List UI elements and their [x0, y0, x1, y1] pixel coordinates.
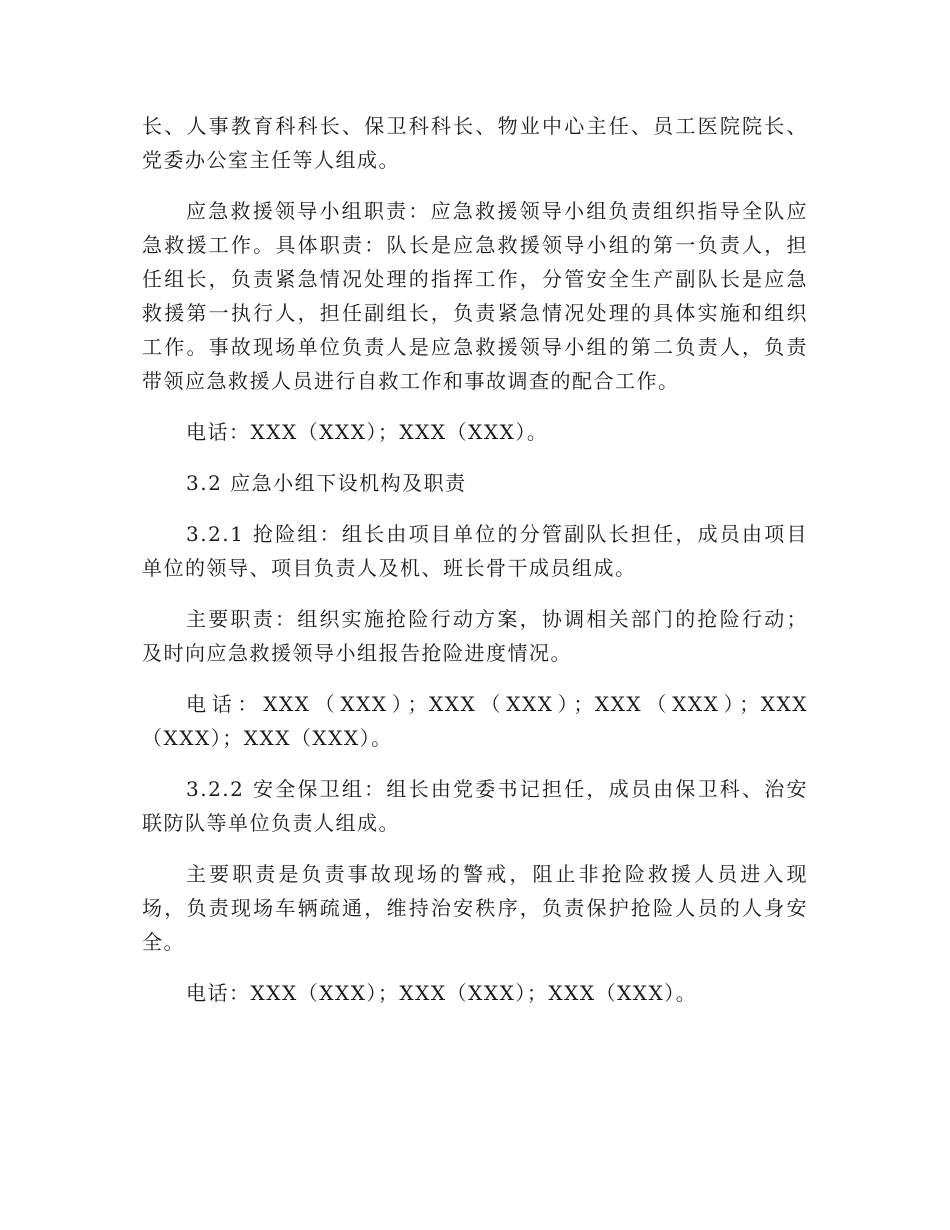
- paragraph-phone-leadership: 电话：XXX（XXX）；XXX（XXX）。: [186, 420, 549, 444]
- paragraph-rescue-duties: 主要职责：组织实施抢险行动方案，协调相关部门的抢险行动；及时向应急救援领导小组报告抢险进度情况。: [142, 607, 808, 665]
- section-heading-3-2: 3.2 应急小组下设机构及职责: [186, 471, 467, 495]
- paragraph-phone-rescue: 电话：XXX（XXX）；XXX（XXX）；XXX（XXX）；XXX（XXX）；XXX（XXX）。: [142, 692, 808, 750]
- paragraph-phone-security: 电话：XXX（XXX）；XXX（XXX）；XXX（XXX）。: [186, 981, 698, 1005]
- paragraph-leadership-duties: 应急救援领导小组职责：应急救援领导小组负责组织指导全队应急救援工作。具体职责：队长是应急救援领导小组的第一负责人，担任组长，负责紧急情况处理的指挥工作，分管安全生产副队长是应急救援第一执行人，担任副组长，负责紧急情况处理的具体实施和组织工作。事故现场单位负责人是应急救援领导小组的第二负责人，负责带领应急救援人员进行自救工作和事故调查的配合工作。: [142, 199, 808, 393]
- paragraph-rescue-group: 3.2.1 抢险组：组长由项目单位的分管副队长担任，成员由项目单位的领导、项目负责人及机、班长骨干成员组成。: [142, 522, 808, 580]
- document-body: [142, 109, 808, 1027]
- paragraph-continuation: 长、人事教育科科长、保卫科科长、物业中心主任、员工医院院长、党委办公室主任等人组成。: [142, 114, 808, 172]
- paragraph-security-group: 3.2.2 安全保卫组：组长由党委书记担任，成员由保卫科、治安联防队等单位负责人组成。: [142, 777, 808, 835]
- paragraph-security-duties: 主要职责是负责事故现场的警戒，阻止非抢险救援人员进入现场，负责现场车辆疏通，维持治安秩序，负责保护抢险人员的人身安全。: [142, 862, 808, 954]
